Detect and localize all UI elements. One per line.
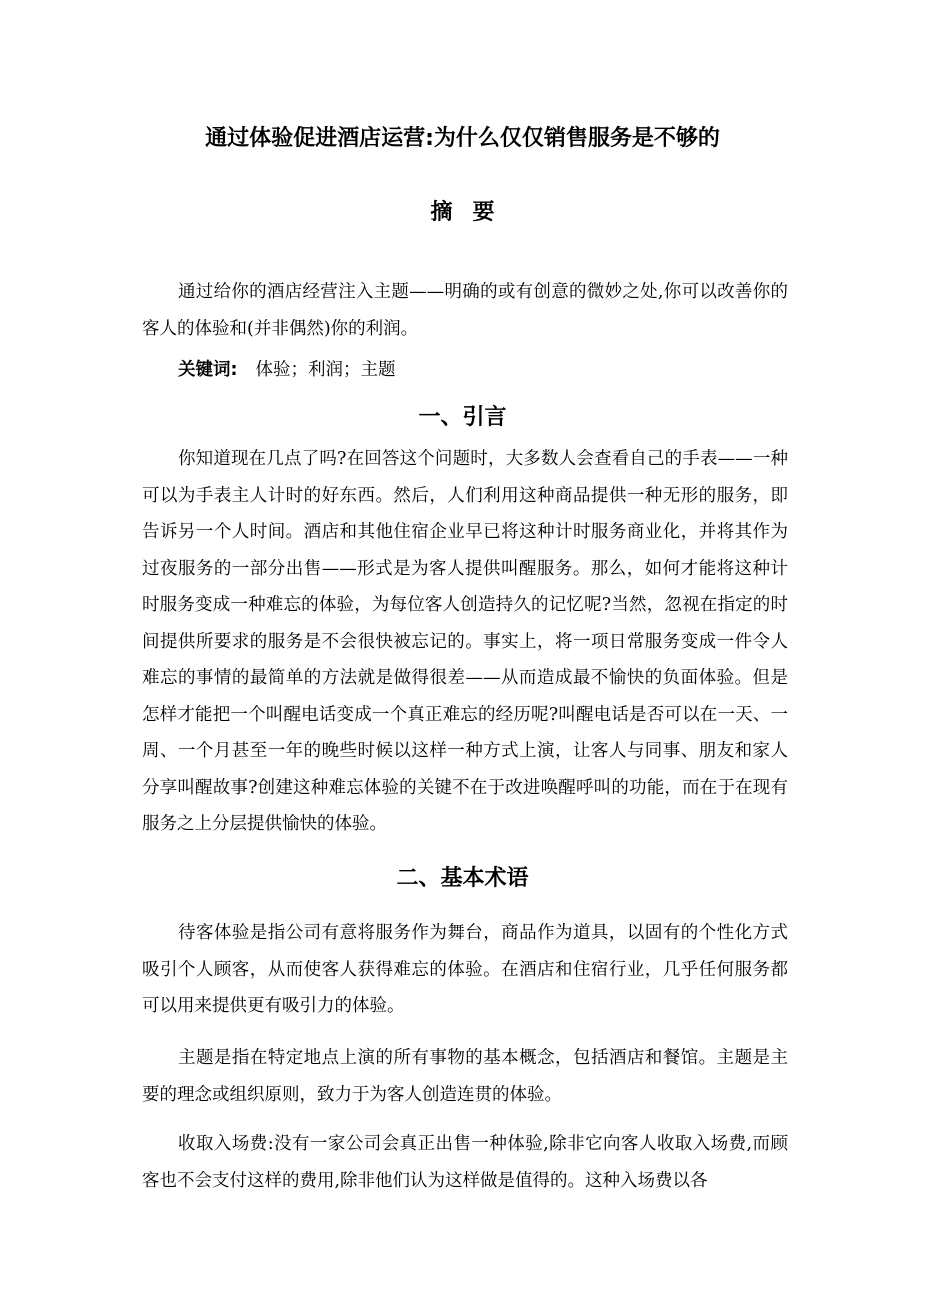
keywords-label: 关键词: [178,360,238,380]
abstract-paragraph: 通过给你的酒店经营注入主题——明确的或有创意的微妙之处,你可以改善你的客人的体验和(并非偶然)你的利润。 [142,282,788,339]
keywords-line [178,353,396,387]
introduction-paragraph: 你知道现在几点了吗?在回答这个问题时，大多数人会查看自己的手表——一种可以为手表主人计时的好东西。然后，人们利用这种商品提供一种无形的服务，即告诉另一个人时间。酒店和其他住宿企业早已将这种计时服务商业化，并将其作为过夜服务的一部分出售——形式是为客人提供叫醒服务。那么，如何才能将这种计时服务变成一种难忘的体验，为每位客人创造持久的记忆呢?当然，忽视在指定的时间提供所要求的服务是不会很快被忘记的。事实上，将一项日常服务变成一件令人难忘的事情的最简单的方法就是做得很差——从而造成最不愉快的负面体验。但是怎样才能把一个叫醒电话变成一个真正难忘的经历呢?叫醒电话是否可以在一天、一周、一个月甚至一年的晚些时候以这样一种方式上演，让客人与同事、朋友和家人分享叫醒故事?创建这种难忘体验的关键不在于改进唤醒呼叫的功能，而在于在现有服务之上分层提供愉快的体验。 [142,449,788,834]
abstract-heading: 摘要 [430,200,515,225]
section-heading-introduction: 一、引言 [418,405,507,430]
document-title: 通过体验促进酒店运营:为什么仅仅销售服务是不够的 [205,126,720,151]
paragraph-admission-fee: 收取入场费:没有一家公司会真正出售一种体验,除非它向客人收取入场费,而顾客也不会支付这样的费用,除非他们认为这样做是值得的。这种入场费以各 [142,1134,788,1191]
keywords-value: 体验；利润；主题 [255,360,396,380]
paragraph-guest-experience: 待客体验是指公司有意将服务作为舞台，商品作为道具，以固有的个性化方式吸引个人顾客，从而使客人获得难忘的体验。在酒店和住宿行业，几乎任何服务都可以用来提供更有吸引力的体验。 [142,923,788,1016]
section-heading-basic-terms: 二、基本术语 [396,866,529,891]
paragraph-theme: 主题是指在特定地点上演的所有事物的基本概念，包括酒店和餐馆。主题是主要的理念或组织原则，致力于为客人创造连贯的体验。 [142,1048,788,1105]
